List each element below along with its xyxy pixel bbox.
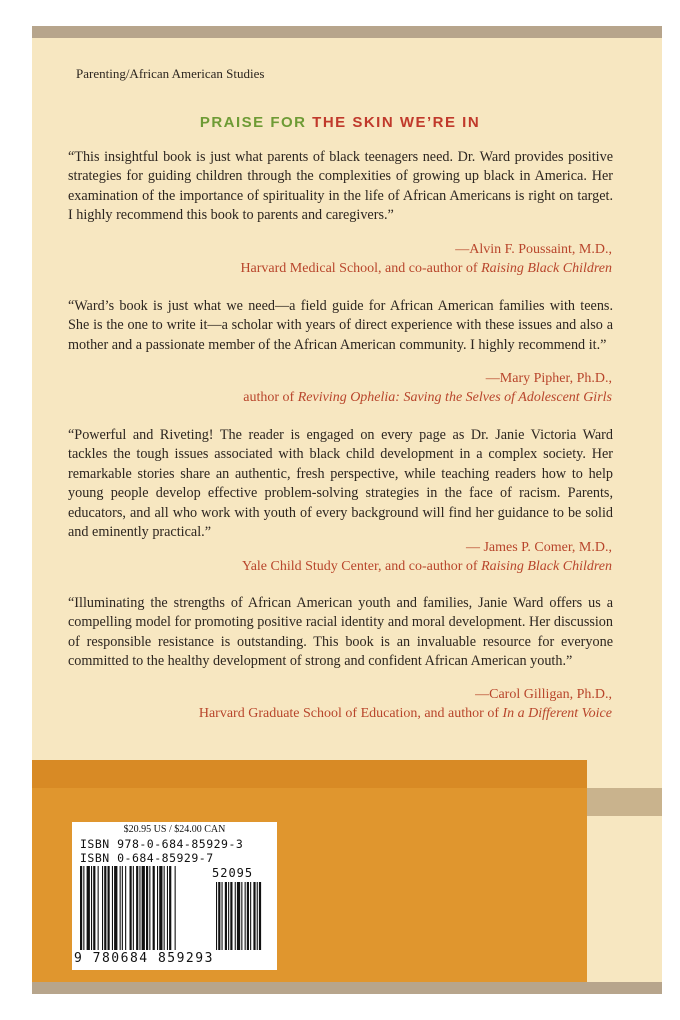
blurb-affiliation-1: Harvard Medical School, and co-author of Raising Black Children <box>240 261 612 277</box>
blurb-quote-1: “This insightful book is just what parents of black teenagers need. Dr. Ward provides positive strategies for guiding children through the complexities of growing up black in America. Her examination of the importance of spirituality in the life of African Americans is right on target. I highly recommend this book to parents and caregivers.” <box>68 149 613 224</box>
addon-barcode-graphic <box>216 882 272 950</box>
praise-heading <box>0 114 680 131</box>
blurb-affiliation-3: Yale Child Study Center, and co-author of Raising Black Children <box>241 559 612 575</box>
top-border-strip <box>32 26 662 38</box>
blurb-author-2: —Mary Pipher, Ph.D., <box>485 371 612 386</box>
blurb-author-3: — James P. Comer, M.D., <box>465 540 612 555</box>
book-title-4: In a Different Voice <box>502 706 612 722</box>
praise-heading-prefix: PRAISE FOR <box>199 114 307 131</box>
book-title-1: Raising Black Children <box>481 261 612 277</box>
blurb-affiliation-4: Harvard Graduate School of Education, and author of In a Different Voice <box>198 706 612 722</box>
blurb-author-1: —Alvin F. Poussaint, M.D., <box>455 242 612 257</box>
book-title-2: Reviving Ophelia: Saving the Selves of Adolescent Girls <box>297 390 612 406</box>
book-title-3: Raising Black Children <box>481 559 612 575</box>
orange-band-top-stripe <box>32 760 587 788</box>
tan-accent-block <box>587 788 662 816</box>
ean-number-text: 9 780684 859293 <box>74 951 214 966</box>
blurb-author-4: —Carol Gilligan, Ph.D., <box>475 687 612 702</box>
blurb-attribution-1 <box>240 240 612 279</box>
isbn13-text: ISBN 978-0-684-85929-3 <box>80 837 244 851</box>
blurb-quote-2: “Ward’s book is just what we need—a field guide for African American families with teens. She is the one to write it—a scholar with years of direct experience with these issues and also a mother and a passionate member of the African American community. I highly recommend it.” <box>68 298 613 353</box>
addon-code-text: 52095 <box>212 866 254 880</box>
blurb-attribution-3 <box>242 538 612 577</box>
isbn10-text: ISBN 0-684-85929-7 <box>80 851 214 865</box>
ean-barcode-graphic <box>80 866 208 952</box>
blurb-quote-3: “Powerful and Riveting! The reader is engaged on every page as Dr. Janie Victoria Ward tackles the tough issues associated with black child development in a complex society. Her remarkable stories share an authentic, fresh perspective, while teaching readers how to help young people develop effective problem-solving strategies in the face of racism. Parents, educators, and all who work with youth of every background will find her guidance to be solid and eminently practical.” <box>68 427 613 541</box>
blurb-attribution-2 <box>243 369 612 408</box>
bottom-border-strip <box>32 982 662 994</box>
category-label: Parenting/African American Studies <box>76 66 265 81</box>
barcode-label <box>72 822 277 970</box>
price-text: $20.95 US / $24.00 CAN <box>123 824 226 835</box>
blurb-quote-4: “Illuminating the strengths of African American youth and families, Janie Ward offers us a compelling model for promoting positive racial identity and moral development. Her discussion of responsible resistance is outstanding. This book is an invaluable resource for everyone committed to the healthy development of strong and confident African American youth.” <box>68 595 613 670</box>
blurb-attribution-4 <box>199 685 612 724</box>
blurb-affiliation-2: author of Reviving Ophelia: Saving the Selves of Adolescent Girls <box>243 390 612 406</box>
praise-heading-title: THE SKIN WE’RE IN <box>312 114 481 131</box>
